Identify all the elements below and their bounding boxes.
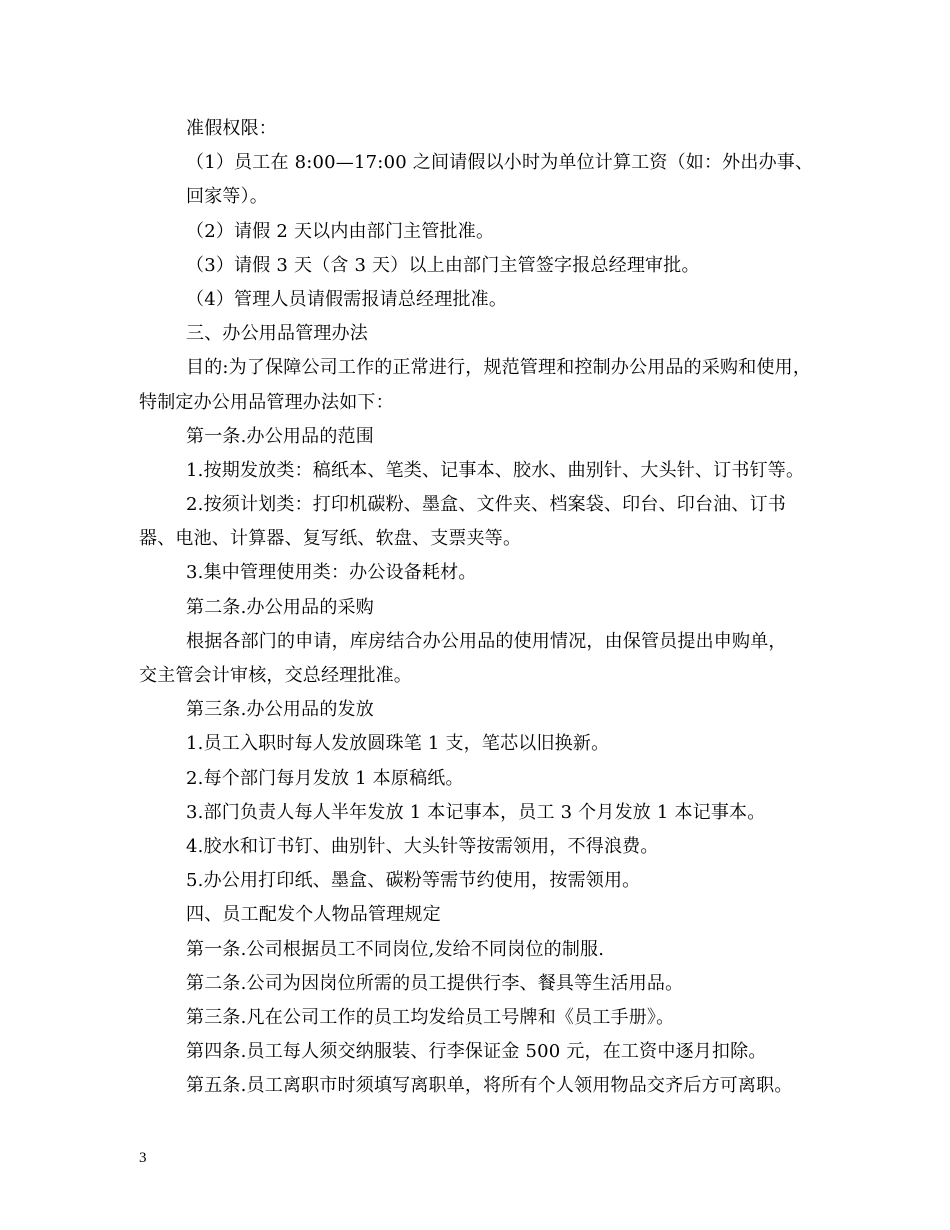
text-line: （2）请假 2 天以内由部门主管批准。 [186,220,495,242]
text-line: 1.员工入职时每人发放圆珠笔 1 支，笔芯以旧换新。 [186,733,610,755]
text-line: 准假权限： [186,118,277,139]
section-heading: 四、员工配发个人物品管理规定 [186,904,441,926]
text-line: 5.办公用打印纸、墨盒、碳粉等需节约使用，按需领用。 [186,870,641,892]
document-body [139,112,839,1103]
text-line: 2.每个部门每月发放 1 本原稿纸。 [186,767,464,789]
text-line: 第二条.公司为因岗位所需的员工提供行李、餐具等生活用品。 [186,972,684,994]
text-line: （1）员工在 8:00—17:00 之间请假以小时为单位计算工资（如：外出办事、 [186,152,814,174]
article-heading: 第一条.办公用品的范围 [186,425,374,447]
text-line: 器、电池、计算器、复写纸、软盘、支票夹等。 [139,528,522,550]
article-heading: 第三条.办公用品的发放 [186,699,374,721]
text-line: 第一条.公司根据员工不同岗位,发给不同岗位的制服. [186,938,605,960]
text-line: 3.集中管理使用类：办公设备耗材。 [186,562,477,584]
text-line: 交主管会计审核，交总经理批准。 [139,665,412,686]
text-line: 目的:为了保障公司工作的正常进行，规范管理和控制办公用品的采购和使用， [186,357,812,379]
text-line: 2.按须计划类：打印机碳粉、墨盒、文件夹、档案袋、印台、印台油、订书 [186,494,786,516]
page-number: 3 [139,1150,147,1166]
text-line: 回家等）。 [186,186,268,208]
text-line: （4）管理人员请假需报请总经理批准。 [186,288,508,310]
text-line: 第三条.凡在公司工作的员工均发给员工号牌和《员工手册》。 [186,1006,675,1028]
article-heading: 第二条.办公用品的采购 [186,596,374,618]
text-line: 第五条.员工离职市时须填写离职单，将所有个人领用物品交齐后方可离职。 [186,1075,793,1097]
text-line: 3.部门负责人每人半年发放 1 本记事本，员工 3 个月发放 1 本记事本。 [186,801,766,823]
text-line: 第四条.员工每人须交纳服装、行李保证金 500 元，在工资中逐月扣除。 [186,1041,767,1063]
text-line: （3）请假 3 天（含 3 天）以上由部门主管签字报总经理审批。 [186,254,700,276]
text-line: 4.胶水和订书钉、曲别针、大头针等按需领用，不得浪费。 [186,835,659,857]
text-line: 特制定办公用品管理办法如下： [139,391,394,413]
section-heading: 三、办公用品管理办法 [186,323,368,345]
text-line: 根据各部门的申请，库房结合办公用品的使用情况，由保管员提出申购单， [186,630,787,652]
text-line: 1.按期发放类：稿纸本、笔类、记事本、胶水、曲别针、大头针、订书钉等。 [186,459,805,481]
